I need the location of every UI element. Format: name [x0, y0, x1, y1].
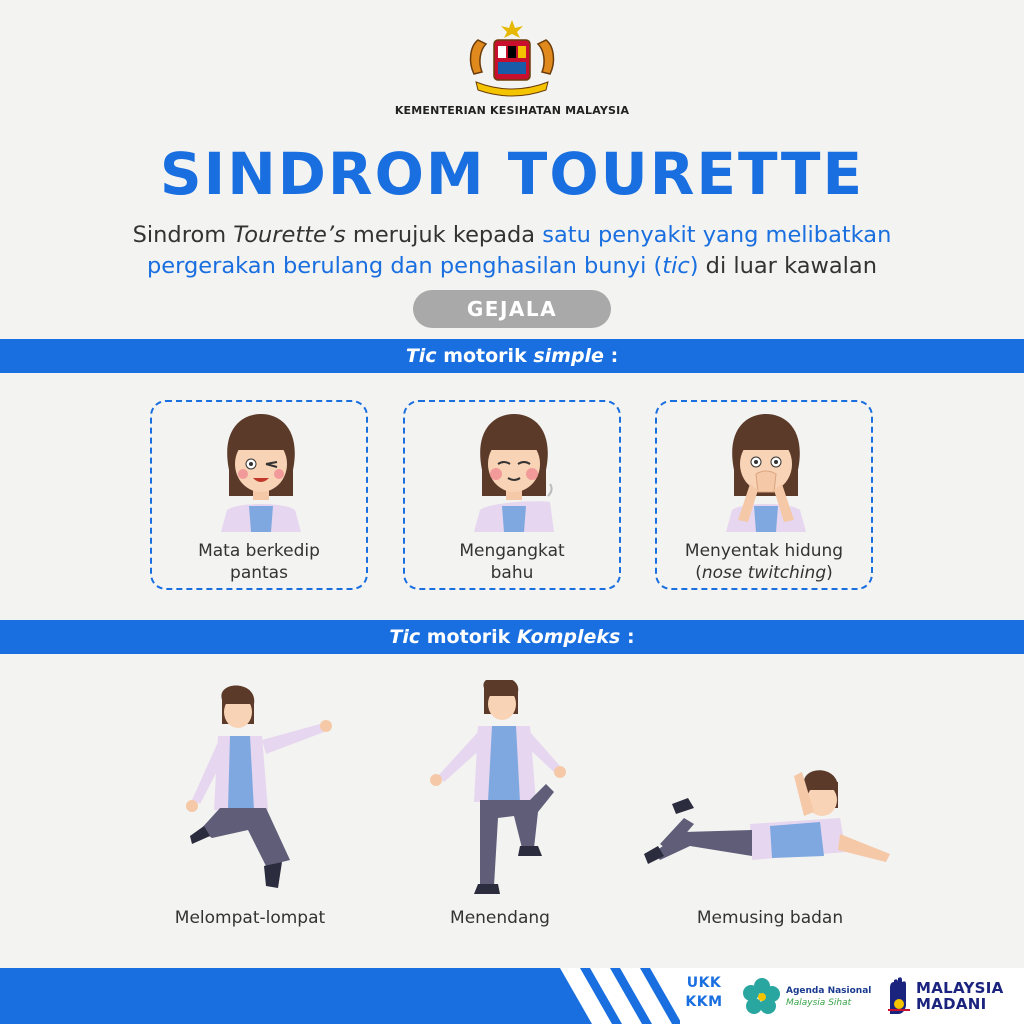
caption-line1: Mengangkat [459, 541, 565, 561]
simple-band-italic2: simple [533, 345, 604, 367]
madani-hand-icon [886, 976, 912, 1016]
girl-winking-icon [211, 410, 311, 532]
symptom-card-blinking [150, 400, 368, 590]
caption-line1: Menyentak hidung [684, 541, 844, 561]
madani-line2: MADANI [916, 995, 987, 1013]
caption-line2 [657, 562, 871, 584]
symptom-caption [152, 540, 366, 584]
complex-caption-twisting: Memusing badan [696, 908, 844, 928]
complex-band-italic2: Kompleks [516, 626, 621, 648]
caption-italic: nose twitching [701, 563, 827, 583]
girl-shrugging-icon [464, 410, 564, 532]
caption-line2: bahu [490, 563, 534, 583]
complex-band-end: : [620, 626, 635, 648]
agenda-subtitle: Malaysia Sihat [786, 998, 852, 1008]
partner-logos [680, 968, 1024, 1024]
simple-band-italic1: Tic [405, 345, 437, 367]
symptom-card-shoulder [403, 400, 621, 590]
caption-line2: pantas [230, 563, 288, 583]
girl-twisting-body-illustration [640, 756, 900, 876]
jata-negara-crest-logo [460, 18, 564, 100]
ukk-line1: UKK [686, 975, 722, 991]
caption-paren-close: ) [826, 563, 833, 583]
page-title: SINDROM TOURETTE [159, 140, 865, 208]
madani-line1: MALAYSIA [916, 979, 1004, 997]
complex-tic-band [0, 620, 1024, 654]
caption-paren-open: ( [695, 563, 702, 583]
complex-band-mid: motorik [420, 626, 517, 648]
description-text [80, 220, 944, 282]
hibiscus-icon [742, 976, 782, 1016]
malaysia-madani-logo [886, 974, 1022, 1018]
desc-part1: Sindrom [132, 222, 234, 248]
girl-kicking-illustration [422, 680, 582, 900]
symptom-card-nose [655, 400, 873, 590]
desc-italic: Tourette’s [233, 222, 346, 248]
complex-caption-kicking: Menendang [450, 908, 550, 928]
madani-text [916, 980, 1004, 1012]
complex-band-italic1: Tic [389, 626, 421, 648]
girl-jumping-illustration [170, 680, 350, 900]
desc-part3: di luar kawalan [698, 253, 877, 279]
symptom-caption [657, 540, 871, 584]
agenda-nasional-logo [742, 974, 872, 1018]
desc-blue1: satu penyakit yang melibatkan pergerakan berulang dan penghasilan bunyi ( [147, 222, 892, 279]
simple-band-mid: motorik [436, 345, 534, 367]
desc-blue2: ) [689, 253, 699, 279]
symptoms-pill: GEJALA [413, 290, 611, 328]
complex-caption-jumping: Melompat-lompat [174, 908, 326, 928]
ukk-line2: KKM [685, 994, 723, 1010]
desc-part2: merujuk kepada [345, 222, 543, 248]
girl-nose-twitch-icon [716, 410, 816, 532]
symptom-caption [405, 540, 619, 584]
desc-blue-italic: tic [662, 253, 690, 279]
simple-band-end: : [603, 345, 619, 367]
agenda-title: Agenda Nasional [786, 986, 872, 996]
ministry-name: KEMENTERIAN KESIHATAN MALAYSIA [394, 104, 630, 117]
simple-tic-band [0, 339, 1024, 373]
caption-line1: Mata berkedip [198, 541, 320, 561]
ukk-kkm-logo [680, 974, 728, 1018]
